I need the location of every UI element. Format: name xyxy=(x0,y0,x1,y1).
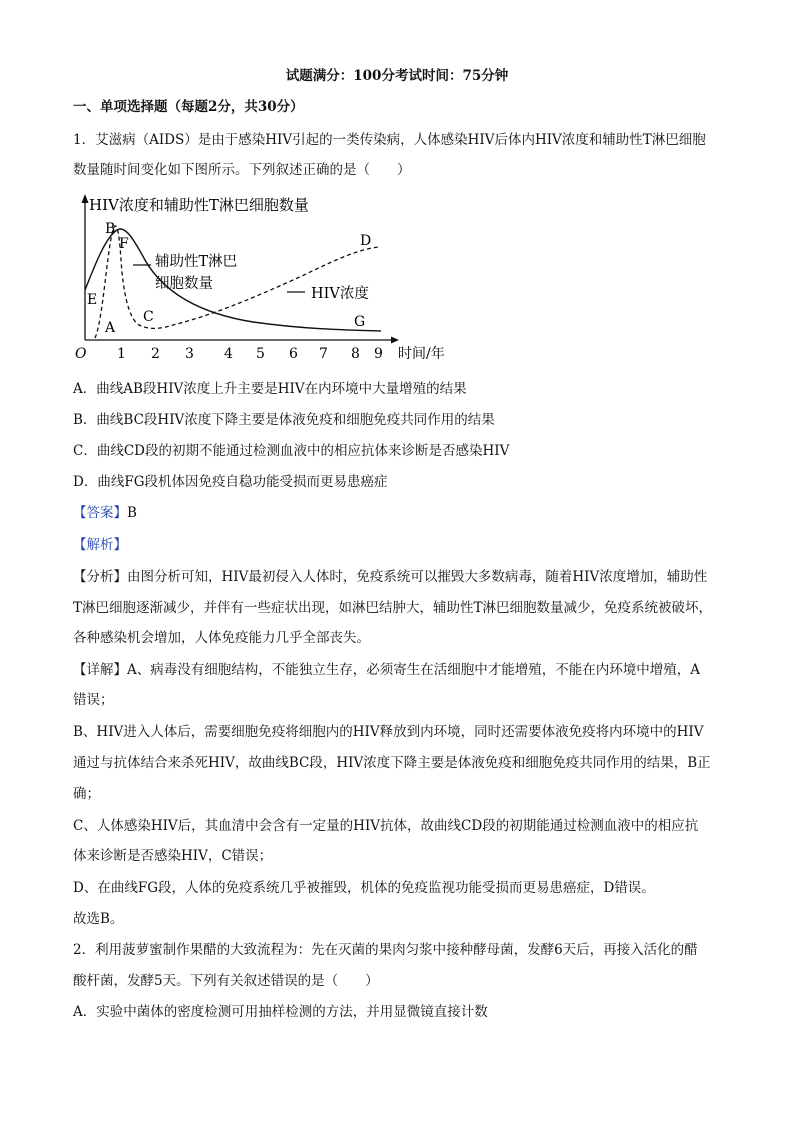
point-label-b: B xyxy=(105,221,116,237)
answer-line xyxy=(73,503,137,523)
section-heading: 一、单项选择题（每题2分，共30分） xyxy=(73,99,304,115)
x-axis-arrow xyxy=(391,337,399,344)
tick-label-8: 8 xyxy=(351,346,360,362)
question-1-option-d: D．曲线FG段机体因免疫自稳功能受损而更易患癌症 xyxy=(73,474,388,490)
xiangjie-line-a2: 错误； xyxy=(73,692,114,708)
xiangjie-line-b1: B、HIV进入人体后，需要细胞免疫将细胞内的HIV释放到内环境，同时还需要体液免疫将内环境中的HIV xyxy=(73,724,704,740)
point-label-f: F xyxy=(119,236,129,252)
point-label-c: C xyxy=(143,309,154,325)
tick-label-1: 1 xyxy=(117,346,126,362)
x-axis-label: 时间/年 xyxy=(398,346,445,362)
fenxi-line-2: T淋巴细胞逐渐减少，并伴有一些症状出现，如淋巴结肿大，辅助性T淋巴细胞数量减少，免疫系统被破坏， xyxy=(73,600,713,616)
conclusion-line: 故选B。 xyxy=(73,911,124,927)
analysis-tag: 【解析】 xyxy=(73,537,127,553)
tick-label-origin: O xyxy=(75,346,87,362)
question-2-option-a: A．实验中菌体的密度检测可用抽样检测的方法，并用显微镜直接计数 xyxy=(73,1004,488,1020)
xiangjie-line-b2: 通过与抗体结合来杀死HIV，故曲线BC段，HIV浓度下降主要是体液免疫和细胞免疫共同作用的结果，B正 xyxy=(73,755,711,771)
question-2-stem-line-1: 2．利用菠萝蜜制作果醋的大致流程为：先在灭菌的果肉匀浆中接种酵母菌，发酵6天后，再接入活化的醋 xyxy=(73,942,698,958)
fenxi-line-3: 各种感染机会增加，人体免疫能力几乎全部丧失。 xyxy=(73,630,370,646)
point-label-g: G xyxy=(354,314,366,330)
tcell-curve-label-line-2: 细胞数量 xyxy=(155,276,213,292)
fenxi-line-1 xyxy=(73,567,707,587)
xiangjie-line-b3: 确； xyxy=(73,786,100,802)
question-1-option-b: B．曲线BC段HIV浓度下降主要是体液免疫和细胞免疫共同作用的结果 xyxy=(73,412,495,428)
hiv-curve xyxy=(95,226,379,338)
xiangjie-tag: 【详解】 xyxy=(73,662,127,678)
tcell-curve xyxy=(85,229,381,331)
xiangjie-line-d1: D、在曲线FG段，人体的免疫系统几乎被摧毁，机体的免疫监视功能受损而更易患癌症，D错误。 xyxy=(73,880,655,896)
question-1-option-c: C．曲线CD段的初期不能通过检测血液中的相应抗体来诊断是否感染HIV xyxy=(73,443,510,459)
tick-label-9: 9 xyxy=(374,346,383,362)
answer-tag: 【答案】 xyxy=(73,505,127,521)
tick-label-4: 4 xyxy=(224,346,233,362)
tick-label-2: 2 xyxy=(151,346,160,362)
exam-info-header: 试题满分：100分考试时间：75分钟 xyxy=(285,68,509,84)
tick-label-6: 6 xyxy=(289,346,298,362)
tick-label-5: 5 xyxy=(256,346,265,362)
y-axis-label: HIV浓度和辅助性T淋巴细胞数量 xyxy=(89,196,309,214)
fenxi-tag: 【分析】 xyxy=(73,569,127,585)
answer-value: B xyxy=(127,505,137,521)
hiv-curve-label: HIV浓度 xyxy=(311,286,369,302)
tick-label-7: 7 xyxy=(319,346,328,362)
question-2-stem-line-2: 酸杆菌，发酵5天。下列有关叙述错误的是（ ） xyxy=(73,973,379,989)
question-1-option-a: A．曲线AB段HIV浓度上升主要是HIV在内环境中大量增殖的结果 xyxy=(73,381,467,397)
question-1-stem-line-2: 数量随时间变化如下图所示。下列叙述正确的是（ ） xyxy=(73,162,411,178)
fenxi-text-1: 由图分析可知，HIV最初侵入人体时，免疫系统可以摧毁大多数病毒，随着HIV浓度增加，辅助性 xyxy=(127,569,708,585)
tcell-curve-label-line-1: 辅助性T淋巴 xyxy=(155,254,238,270)
xiangjie-line-c2: 体来诊断是否感染HIV，C错误； xyxy=(73,848,273,864)
tick-label-3: 3 xyxy=(185,346,194,362)
hiv-tcell-figure xyxy=(73,190,473,365)
point-label-a: A xyxy=(105,320,116,336)
point-label-d: D xyxy=(360,233,372,249)
point-label-e: E xyxy=(87,292,98,308)
xiangjie-line-c1: C、人体感染HIV后，其血清中会含有一定量的HIV抗体，故曲线CD段的初期能通过检测血液中的相应抗 xyxy=(73,818,699,834)
y-axis-arrow xyxy=(82,194,89,203)
xiangjie-line-a1 xyxy=(73,660,700,680)
question-1-stem-line-1: 1．艾滋病（AIDS）是由于感染HIV引起的一类传染病，人体感染HIV后体内HIV浓度和辅助性T淋巴细胞 xyxy=(73,132,706,148)
xiangjie-a-text: A、病毒没有细胞结构，不能独立生存，必须寄生在活细胞中才能增殖，不能在内环境中增殖，A xyxy=(127,662,700,678)
